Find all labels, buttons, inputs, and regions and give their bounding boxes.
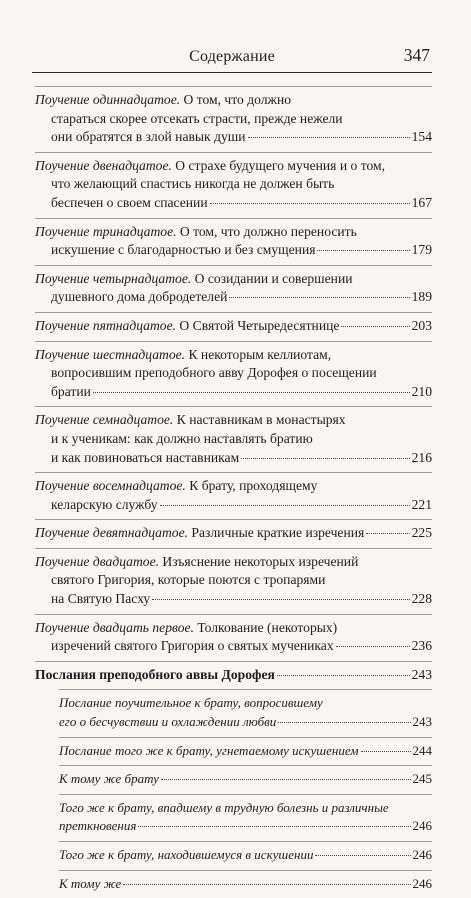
toc-entry-ordinal: Поучение двадцатое. (35, 553, 160, 569)
toc-entry[interactable] (35, 472, 432, 514)
toc-entry-title: К некоторым келлиотам, (185, 346, 332, 362)
letter-page: 246 (412, 818, 432, 834)
letter-page: 243 (412, 714, 432, 730)
toc-entry-title: святого Григория, которые поются с тропарями (51, 572, 326, 588)
letter-page: 246 (412, 847, 432, 862)
toc-letter-entry[interactable] (59, 870, 432, 894)
toc-entry-title: О страхе будущего мучения и о том, (171, 157, 386, 173)
toc-entry-ordinal: Поучение восемнадцатое. (35, 478, 186, 494)
toc-entry-title: на Святую Пасху (51, 591, 151, 607)
toc-entry[interactable] (35, 548, 432, 609)
section-title: Послания преподобного аввы Дорофея (35, 666, 275, 682)
letter-title: Того же к брату, впадшему в трудную болезнь и различные (59, 799, 389, 815)
toc-entry-title: О том, что должно (180, 92, 292, 107)
letter-page: 245 (412, 771, 432, 787)
leader-dots (317, 250, 409, 251)
toc-entry-title: К брату, проходящему (185, 478, 318, 494)
toc-entry-ordinal: Поучение одиннадцатое. (35, 92, 181, 107)
toc-entry[interactable] (35, 406, 432, 467)
toc-entry-title: Толкование (некоторых) (193, 619, 338, 635)
leader-dots (277, 675, 410, 676)
toc-letter-entry[interactable] (59, 689, 432, 731)
running-header (32, 46, 432, 73)
toc-entry-page: 179 (411, 242, 432, 258)
toc-entry-title: келарскую службу (51, 496, 158, 512)
toc-entry-page: 216 (411, 449, 432, 465)
letter-title: Того же к брату, находившемуся в искушении (59, 847, 314, 862)
toc-letter-entry[interactable] (59, 794, 432, 836)
letter-title: его о бесчувствии и охлаждении любви (59, 714, 277, 730)
toc-entry-title: изречений святого Григория о святых мучениках (51, 638, 334, 654)
toc-section-heading[interactable] (35, 661, 432, 685)
table-of-contents (35, 86, 432, 898)
letter-title: преткновения (59, 818, 137, 834)
leader-dots (336, 646, 410, 647)
toc-letter-entry[interactable] (59, 841, 432, 865)
leader-dots (123, 884, 410, 885)
toc-entry-page: 225 (411, 525, 432, 541)
toc-entry-title: и к ученикам: как должно наставлять братию (51, 430, 313, 446)
toc-entry-page: 221 (411, 496, 432, 512)
letter-title: К тому же (59, 875, 122, 891)
toc-entry-ordinal: Поучение четырнадцатое. (35, 270, 192, 286)
toc-letter-entry[interactable] (59, 765, 432, 789)
toc-entry-page: 167 (411, 194, 432, 210)
leader-dots (361, 751, 411, 752)
toc-entry-page: 154 (411, 129, 432, 145)
leader-dots (366, 533, 409, 534)
leader-dots (161, 779, 411, 780)
toc-entry[interactable] (35, 312, 432, 336)
toc-entry-page: 203 (411, 317, 432, 333)
toc-entry-title: Изъяснение некоторых изречений (159, 553, 359, 569)
toc-entry-title: К наставникам в монастырях (173, 412, 346, 428)
leader-dots (248, 137, 410, 138)
toc-entry-ordinal: Поучение двенадцатое. (35, 157, 172, 173)
toc-entry-title: душевного дома добродетелей (51, 289, 228, 305)
letter-title: К тому же брату (59, 771, 159, 787)
leader-dots (341, 326, 409, 327)
leader-dots (93, 392, 410, 393)
toc-entry-page: 228 (411, 591, 432, 607)
toc-entry-ordinal: Поучение шестнадцатое. (35, 346, 186, 362)
toc-entry-title: О том, что должно переносить (176, 223, 357, 239)
toc-entry-title: братии (51, 383, 91, 399)
leader-dots (315, 855, 410, 856)
toc-entry-title: стараться скорее отсекать страсти, прежде нежели (51, 110, 343, 126)
toc-entry-title: искушение с благодарностью и без смущения (51, 242, 316, 258)
letter-page: 244 (412, 742, 432, 758)
toc-entry[interactable] (35, 218, 432, 260)
letter-title: Послание поучительное к брату, вопросившему (59, 695, 323, 711)
toc-entry[interactable] (35, 614, 432, 656)
toc-entry-ordinal: Поучение девятнадцатое. (35, 525, 189, 541)
toc-entry-title: и как повиноваться наставникам (51, 449, 240, 465)
leader-dots (278, 722, 410, 723)
letter-title: Послание того же к брату, угнетаемому искушением (59, 742, 359, 758)
toc-entry-page: 210 (411, 383, 432, 399)
toc-entry-title: что желающий спастись никогда не должен быть (51, 176, 335, 192)
leader-dots (160, 505, 410, 506)
toc-entry-page: 236 (411, 638, 432, 654)
toc-entry-title: О созидании и совершении (191, 270, 353, 286)
leader-dots (229, 297, 409, 298)
toc-entry-title: О Святой Четыредесятнице (176, 317, 340, 333)
letter-page: 246 (412, 875, 432, 891)
toc-entry[interactable] (35, 341, 432, 402)
leader-dots (210, 203, 410, 204)
toc-entry-title: вопросившим преподобного авву Дорофея о посещении (51, 365, 377, 381)
header-title: Содержание (189, 48, 275, 65)
toc-entry-ordinal: Поучение семнадцатое. (35, 412, 174, 428)
toc-entry-ordinal: Поучение тринадцатое. (35, 223, 177, 239)
toc-entry-ordinal: Поучение двадцать первое. (35, 619, 194, 635)
toc-entry[interactable] (35, 152, 432, 213)
header-page-number: 347 (403, 45, 430, 65)
toc-entry-page: 189 (411, 289, 432, 305)
leader-dots (138, 826, 410, 827)
toc-entry-title: беспечен о своем спасении (51, 194, 208, 210)
toc-entry-title: они обратятся в злой навык души (51, 129, 246, 145)
leader-dots (241, 458, 409, 459)
toc-entry-title: Различные краткие изречения (188, 525, 365, 541)
toc-letter-entry[interactable] (59, 737, 432, 761)
toc-entry[interactable] (35, 519, 432, 543)
section-page: 243 (411, 666, 432, 682)
toc-entry-ordinal: Поучение пятнадцатое. (35, 317, 177, 333)
toc-entry[interactable] (35, 86, 432, 147)
leader-dots (152, 599, 409, 600)
toc-entry[interactable] (35, 265, 432, 307)
